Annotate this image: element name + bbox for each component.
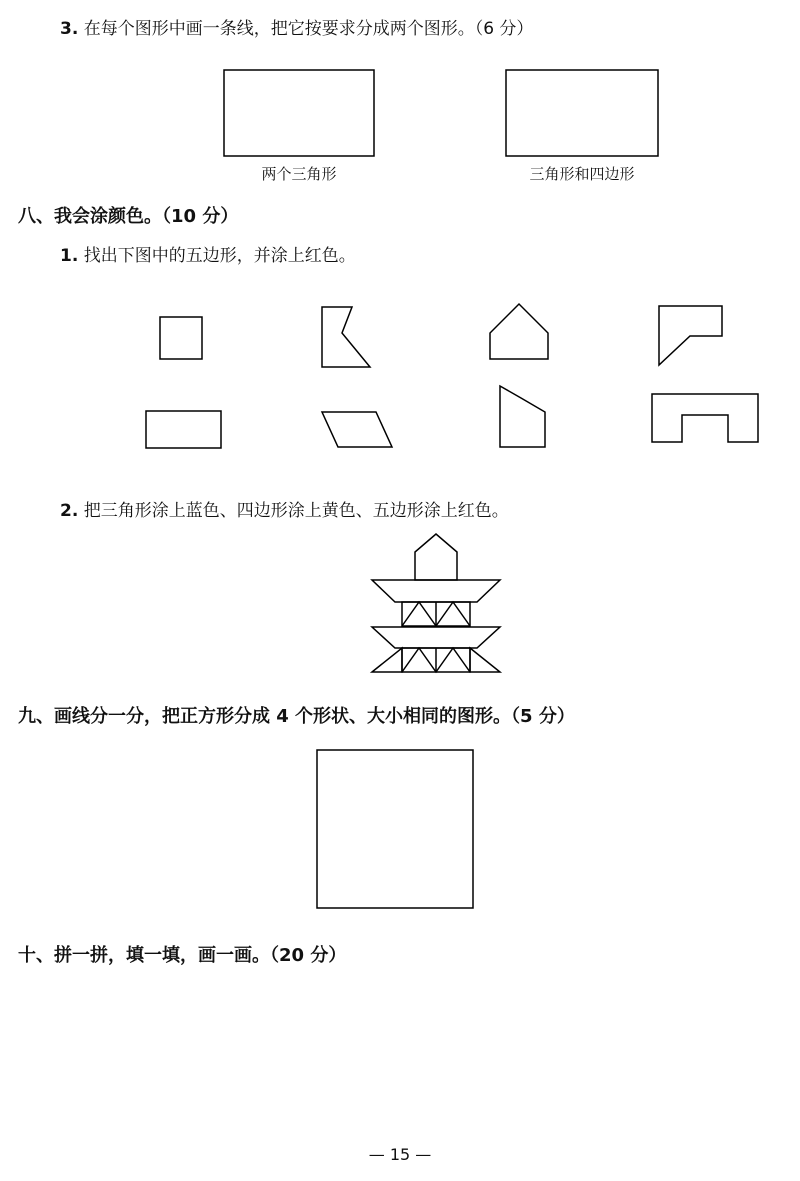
- shape-square[interactable]: [160, 317, 202, 359]
- question-3-number: 3.: [60, 19, 79, 39]
- pagoda-left-triangle[interactable]: [372, 648, 402, 672]
- rectangle-to-split-two-triangles[interactable]: [224, 70, 374, 156]
- section-8-heading: 八、我会涂颜色。（10 分）: [18, 206, 239, 227]
- section-8-q2-number: 2.: [60, 501, 79, 521]
- shape-pentagon-notched[interactable]: [322, 307, 370, 367]
- section-10-heading: 十、拼一拼，填一填，画一画。（20 分）: [18, 945, 347, 966]
- section-8-q1-number: 1.: [60, 246, 79, 266]
- section-8-q2-prompt: 把三角形涂上蓝色、四边形涂上黄色、五边形涂上红色。: [83, 501, 509, 521]
- shape-pentagon-corner[interactable]: [659, 306, 722, 365]
- shape-rectangle[interactable]: [146, 411, 221, 448]
- page-number: — 15 —: [368, 1145, 432, 1164]
- pagoda-right-triangle[interactable]: [470, 648, 500, 672]
- pagoda-lower-roof[interactable]: [372, 627, 500, 648]
- pagoda-upper-roof[interactable]: [372, 580, 500, 602]
- section-8-q1-prompt: 找出下图中的五边形，并涂上红色。: [83, 246, 356, 266]
- caption-triangle-and-quadrilateral: 三角形和四边形: [529, 165, 635, 183]
- pagoda-figure[interactable]: [372, 534, 500, 672]
- section-9-heading: 九、画线分一分，把正方形分成 4 个形状、大小相同的图形。（5 分）: [18, 706, 575, 727]
- shape-pentagon-trapezoid[interactable]: [500, 386, 545, 447]
- shape-octagon-arch[interactable]: [652, 394, 758, 442]
- pagoda-top-pentagon[interactable]: [415, 534, 457, 580]
- question-3-prompt: 在每个图形中画一条线，把它按要求分成两个图形。（6 分）: [83, 19, 534, 39]
- shape-parallelogram[interactable]: [322, 412, 392, 447]
- caption-two-triangles: 两个三角形: [261, 165, 337, 183]
- square-to-divide[interactable]: [317, 750, 473, 908]
- rectangle-to-split-triangle-quadrilateral[interactable]: [506, 70, 658, 156]
- shape-pentagon-house[interactable]: [490, 304, 548, 359]
